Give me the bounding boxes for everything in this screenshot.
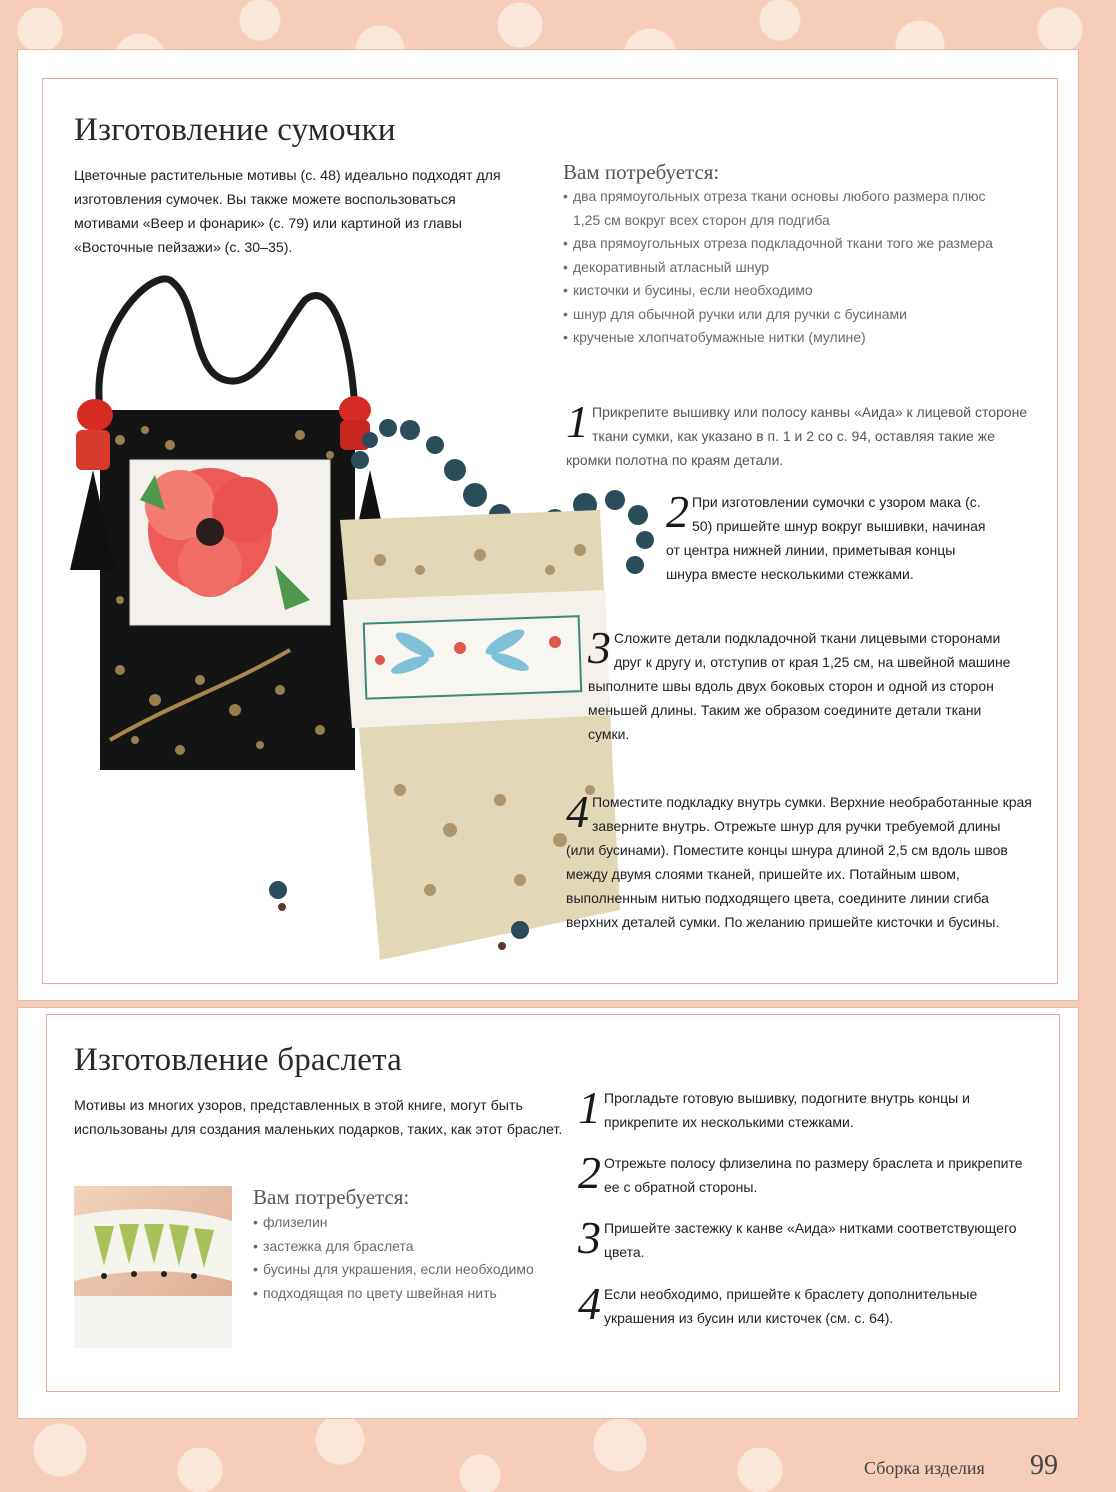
bag-intro: Цветочные растительные мотивы (с. 48) идеально подходят для изготовления сумочек. Вы также можете воспользоваться мотивами «Веер и фонарик» (с. 79) или картиной из главы «Восточные пейзажи» (с. 30–35). <box>74 168 501 256</box>
requirement-item: • два прямоугольных отреза подкладочной ткани того же размера <box>563 232 1003 256</box>
bag-step-1 <box>566 396 1032 472</box>
bracelet-requirements-title: Вам потребуется: <box>253 1185 410 1209</box>
requirement-item: • шнур для обычной ручки или для ручки с бусинами <box>563 303 1003 327</box>
requirement-item: • два прямоугольных отреза ткани основы любого размера плюс 1,25 см вокруг всех сторон для подгиба <box>563 185 1003 232</box>
bag-requirements-title: Вам потребуется: <box>563 160 720 184</box>
requirement-item: • декоративный атласный шнур <box>563 256 1003 280</box>
step-number: 1 <box>566 396 589 447</box>
page-number: 99 <box>1030 1450 1058 1481</box>
step-number: 3 <box>588 622 611 673</box>
step-text: Сложите детали подкладочной ткани лицевыми сторонами друг к другу и, отступив от края 1,25 см, на швейной машине выполните швы вдоль двух боковых сторон и одной из сторон меньшей длины. Таким же образом соедините детали ткани сумки. <box>588 630 1011 742</box>
bag-title: Изготовление сумочки <box>74 112 396 148</box>
step-number: 4 <box>578 1278 601 1329</box>
bracelet-step-2 <box>578 1147 1030 1199</box>
requirement-item: • флизелин <box>253 1211 543 1235</box>
step-text: Прогладьте готовую вышивку, подогните внутрь концы и прикрепите их несколькими стежками. <box>604 1090 970 1130</box>
step-number: 2 <box>666 486 689 537</box>
bottom-bead <box>269 881 287 899</box>
requirement-item: • крученые хлопчатобумажные нитки (мулине) <box>563 326 1003 350</box>
step-number: 4 <box>566 786 589 837</box>
requirement-item: • застежка для браслета <box>253 1235 543 1259</box>
red-bead <box>77 399 113 431</box>
requirement-item: • бусины для украшения, если необходимо <box>253 1258 543 1282</box>
bracelet-title: Изготовление браслета <box>74 1042 402 1078</box>
section-name: Сборка изделия <box>864 1458 985 1478</box>
requirement-item: • кисточки и бусины, если необходимо <box>563 279 1003 303</box>
bracelet-requirements-list <box>253 1211 543 1305</box>
bracelet-step-3 <box>578 1212 1030 1264</box>
requirement-item: • подходящая по цвету швейная нить <box>253 1282 543 1306</box>
step-number: 2 <box>578 1147 601 1198</box>
step-text: Поместите подкладку внутрь сумки. Верхние необработанные края заверните внутрь. Отрежьте шнур для ручки требуемой длины (или бусинами). Поместите концы шнура длиной 2,5 см вдоль швов между двумя слоями тканей, пришейте их. Потайным швом, выполненным нитью подходящего цвета, соедините линии сгиба верхних деталей сумки. По желанию пришейте кисточки и бусины. <box>566 794 1032 930</box>
bottom-bead <box>511 921 529 939</box>
red-bead <box>339 396 371 424</box>
bracelet-step-1 <box>578 1082 1030 1134</box>
step-number: 3 <box>578 1212 601 1263</box>
bracelet-photo <box>74 1186 232 1348</box>
bag-step-3 <box>588 622 1024 746</box>
bracelet-step-4 <box>578 1278 1030 1330</box>
step-text: Если необходимо, пришейте к браслету дополнительные украшения из бусин или кисточек (см. с. 64). <box>604 1286 978 1326</box>
step-text: Пришейте застежку к канве «Аида» нитками соответствующего цвета. <box>604 1220 1017 1260</box>
red-bead <box>76 430 110 470</box>
bag-step-2 <box>666 486 996 586</box>
step-number: 1 <box>578 1082 601 1133</box>
bracelet-intro: Мотивы из многих узоров, представленных в этой книге, могут быть использованы для создания маленьких подарков, таких, как этот браслет. <box>74 1098 563 1138</box>
bag-step-4 <box>566 786 1032 934</box>
black-bag-strap <box>99 279 355 410</box>
step-text: При изготовлении сумочки с узором мака (с. 50) пришейте шнур вокруг вышивки, начиная от центра нижней линии, приметывая концы шнура вместе несколькими стежками. <box>666 494 986 582</box>
step-text: Отрежьте полосу флизелина по размеру браслета и прикрепите ее с обратной стороны. <box>604 1155 1023 1195</box>
step-text: Прикрепите вышивку или полосу канвы «Аида» к лицевой стороне ткани сумки, как указано в п. 1 и 2 со с. 94, оставляя такие же кромки полотна по краям детали. <box>566 404 1028 468</box>
